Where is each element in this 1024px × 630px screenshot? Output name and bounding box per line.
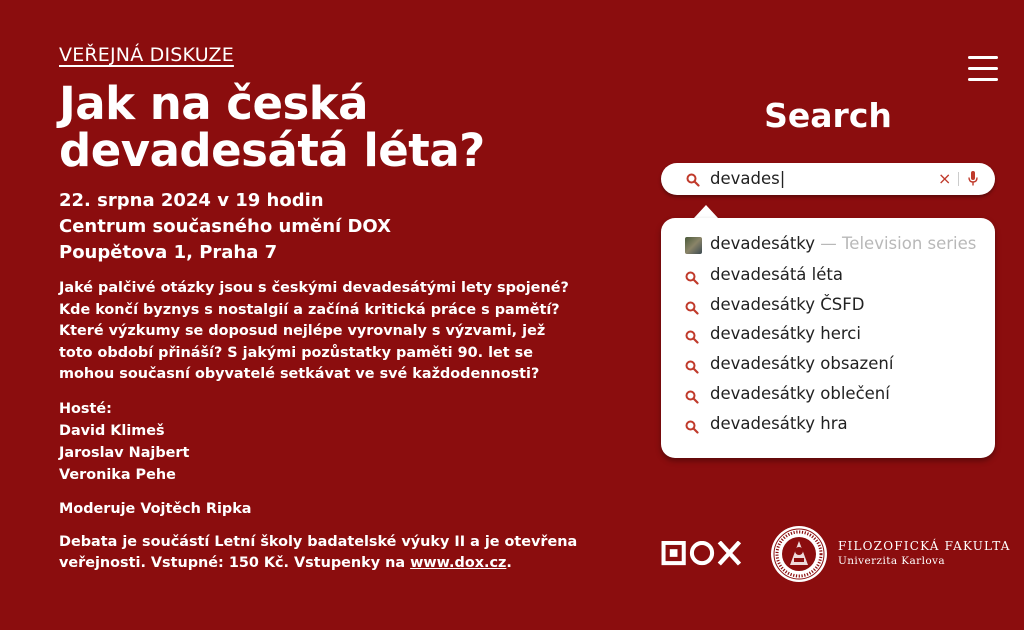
dox-logo[interactable] — [660, 541, 744, 566]
suggestion-text: devadesátky herci — [710, 324, 861, 343]
page-title — [59, 77, 579, 177]
hamburger-menu-icon[interactable] — [968, 56, 998, 82]
suggestions-dropdown — [661, 218, 995, 458]
suggestion-item[interactable] — [685, 234, 985, 258]
suggestion-text: devadesátky ČSFD — [710, 295, 865, 314]
event-description: Jaké palčivé otázky jsou s českými devadesátými lety spojené? Kde končí byznys s nostalgií a začíná kritická práce s pamětí? Které výzkumy se doposud nejlépe vyrovnaly s výzvami, jež toto období přináší? S jakými pozůstatky paměti 90. let se mohou současní obyvatelé setkávat ve své každodennosti? — [59, 280, 569, 382]
suggestion-text: devadesátky oblečení — [710, 384, 890, 403]
title-line-2: devadesátá léta? — [59, 124, 485, 177]
event-type-label: VEŘEJNÁ DISKUZE — [59, 44, 234, 66]
microphone-icon[interactable] — [968, 171, 978, 190]
guest-name: David Klimeš — [59, 422, 165, 439]
university-seal-icon — [770, 525, 828, 583]
search-icon — [685, 419, 699, 438]
search-icon — [685, 270, 699, 289]
search-icon — [685, 359, 699, 378]
dropdown-pointer — [694, 205, 718, 218]
faculty-name: FILOZOFICKÁ FAKULTA — [838, 539, 1011, 553]
suggestion-text: devadesátky hra — [710, 414, 848, 433]
suggestion-item[interactable] — [685, 384, 985, 408]
footer-end: . — [506, 554, 512, 571]
search-icon — [685, 329, 699, 348]
suggestion-text: devadesátá léta — [710, 265, 843, 284]
guests-heading: Hosté: — [59, 400, 112, 417]
suggestion-item[interactable] — [685, 354, 985, 378]
suggestion-hint: — Television series — [815, 234, 977, 253]
search-input[interactable]: devades| — [710, 169, 786, 188]
event-date: 22. srpna 2024 v 19 hodin — [59, 190, 324, 211]
event-address: Poupětova 1, Praha 7 — [59, 242, 278, 263]
guest-name: Veronika Pehe — [59, 466, 176, 483]
suggestion-text: devadesátky — [710, 234, 816, 253]
search-icon — [685, 300, 699, 319]
footer-text: Debata je součástí Letní školy badatelské výuky II a je otevřena veřejnosti. Vstupné: 150 Kč. Vstupenky na — [59, 533, 578, 571]
clear-icon[interactable]: × — [938, 169, 952, 188]
moderator: Moderuje Vojtěch Ripka — [59, 500, 252, 517]
suggestion-item[interactable] — [685, 414, 985, 438]
menu-bar — [968, 67, 998, 70]
footer-note — [59, 532, 579, 574]
menu-bar — [968, 78, 998, 81]
university-name: Univerzita Karlova — [838, 555, 946, 567]
event-venue: Centrum současného umění DOX — [59, 216, 391, 237]
tickets-link[interactable]: www.dox.cz — [410, 554, 507, 571]
search-icon — [686, 172, 700, 191]
title-line-1: Jak na česká — [59, 77, 369, 130]
faculty-logo-text — [838, 539, 1011, 567]
search-bar[interactable] — [661, 163, 995, 195]
divider — [958, 172, 959, 186]
search-heading: Search — [764, 96, 892, 135]
event-info — [59, 44, 579, 586]
suggestion-item[interactable] — [685, 265, 985, 289]
menu-bar — [968, 56, 998, 59]
guest-name: Jaroslav Najbert — [59, 444, 190, 461]
suggestion-item[interactable] — [685, 295, 985, 319]
suggestion-label — [710, 234, 976, 253]
guests-block — [59, 398, 579, 486]
suggestion-text: devadesátky obsazení — [710, 354, 894, 373]
event-meta — [59, 188, 579, 266]
thumbnail-image — [685, 237, 702, 254]
suggestion-item[interactable] — [685, 324, 985, 348]
search-icon — [685, 389, 699, 408]
